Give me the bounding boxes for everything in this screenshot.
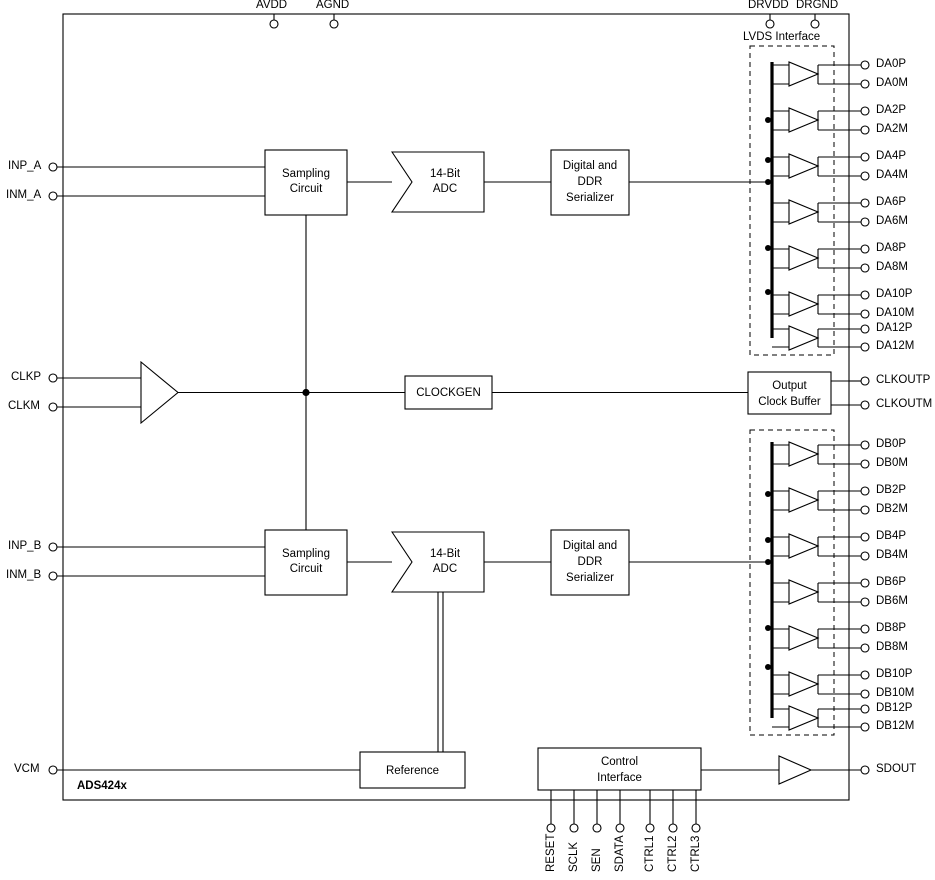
junction-a-5 [765, 289, 771, 295]
block-label-serializer-b-line3: Serializer [566, 572, 614, 584]
pin-clkoutm [861, 401, 869, 409]
label-ctrl3: CTRL3 [690, 835, 702, 872]
block-label-clockgen: CLOCKGEN [416, 387, 481, 399]
pin-da0p [861, 61, 869, 69]
pin-da4m [861, 172, 869, 180]
pin-db10p [861, 671, 869, 679]
pin-avdd [270, 20, 278, 28]
pin-db4p [861, 533, 869, 541]
label-db0m: DB0M [876, 457, 908, 469]
pin-ctrl3 [692, 824, 700, 832]
pin-db12p [861, 705, 869, 713]
label-clkoutp: CLKOUTP [876, 374, 931, 386]
block-label-serializer-a-line1: Digital and [562, 160, 618, 172]
block-label-serializer-b-line1: Digital and [562, 540, 618, 552]
pin-da0m [861, 80, 869, 88]
label-ctrl1: CTRL1 [644, 835, 656, 872]
pin-da10p [861, 291, 869, 299]
block-label-sampling-b-line1: Sampling [282, 548, 330, 560]
label-db2m: DB2M [876, 503, 908, 515]
block-label-control-interface-line2: Interface [597, 772, 642, 784]
label-ctrl2: CTRL2 [667, 835, 679, 872]
pin-db6m [861, 598, 869, 606]
pin-vcm [49, 766, 57, 774]
pin-db0m [861, 460, 869, 468]
label-clkm: CLKM [8, 400, 40, 412]
label-db0p: DB0P [876, 438, 907, 450]
label-vcm: VCM [14, 763, 40, 775]
label-clkoutm: CLKOUTM [876, 398, 933, 410]
label-da2p: DA2P [876, 104, 907, 116]
label-db6m: DB6M [876, 595, 908, 607]
label-db8m: DB8M [876, 641, 908, 653]
label-drgnd: DRGND [796, 0, 839, 11]
label-sdata: SDATA [614, 835, 626, 872]
label-da4p: DA4P [876, 150, 907, 162]
label-inp-b: INP_B [8, 540, 42, 552]
block-label-adc-a-line1: 14-Bit [429, 168, 461, 180]
label-da2m: DA2M [876, 123, 908, 135]
label-db4p: DB4P [876, 530, 907, 542]
pin-inm-a [49, 192, 57, 200]
junction-b-1 [765, 491, 771, 497]
pin-inp-b [49, 543, 57, 551]
pin-sclk [570, 824, 578, 832]
label-avdd: AVDD [256, 0, 288, 11]
pin-drgnd [811, 20, 819, 28]
label-db12p: DB12P [876, 702, 913, 714]
label-reset: RESET [545, 833, 557, 872]
junction-a-2 [765, 157, 771, 163]
junction-a-4 [765, 245, 771, 251]
pin-clkoutp [861, 377, 869, 385]
pin-clkp [49, 374, 57, 382]
pin-db12m [861, 723, 869, 731]
pin-inp-a [49, 163, 57, 171]
label-db2p: DB2P [876, 484, 907, 496]
block-label-sampling-b-line2: Circuit [289, 563, 323, 575]
pin-agnd [330, 20, 338, 28]
label-da10p: DA10P [876, 288, 913, 300]
label-agnd: AGND [316, 0, 350, 11]
label-db10m: DB10M [876, 687, 915, 699]
label-da8p: DA8P [876, 242, 907, 254]
junction-b-3 [765, 559, 771, 565]
label-inp-a: INP_A [8, 160, 42, 172]
block-label-output-clock-buffer-line2: Clock Buffer [758, 396, 821, 408]
pin-db0p [861, 441, 869, 449]
pin-da4p [861, 153, 869, 161]
label-sen: SEN [591, 848, 603, 872]
pin-sen [593, 824, 601, 832]
label-inm-b: INM_B [6, 569, 42, 581]
label-da4m: DA4M [876, 169, 908, 181]
label-lvds-interface: LVDS Interface [743, 31, 821, 43]
pin-ctrl2 [669, 824, 677, 832]
pin-drvdd [766, 20, 774, 28]
junction-b-5 [765, 664, 771, 670]
pin-da8p [861, 245, 869, 253]
pin-sdout [861, 766, 869, 774]
block-label-control-interface-line1: Control [600, 756, 639, 768]
label-db10p: DB10P [876, 668, 913, 680]
block-label-output-clock-buffer-line1: Output [772, 380, 807, 392]
label-db8p: DB8P [876, 622, 907, 634]
pin-clkm [49, 403, 57, 411]
label-drvdd: DRVDD [748, 0, 789, 11]
junction-a-3 [765, 179, 771, 185]
junction-clock-dot [302, 389, 309, 396]
pin-db6p [861, 579, 869, 587]
label-da8m: DA8M [876, 261, 908, 273]
pin-db4m [861, 552, 869, 560]
block-label-adc-a-line2: ADC [432, 183, 458, 195]
label-db4m: DB4M [876, 549, 908, 561]
pin-da2p [861, 107, 869, 115]
label-da0m: DA0M [876, 77, 908, 89]
junction-b-2 [765, 537, 771, 543]
pin-sdata [616, 824, 624, 832]
pin-db10m [861, 690, 869, 698]
label-inm-a: INM_A [6, 189, 42, 201]
label-da12m: DA12M [876, 340, 915, 352]
block-label-serializer-b-line2: DDR [577, 556, 603, 568]
junction-b-4 [765, 625, 771, 631]
label-da6m: DA6M [876, 215, 908, 227]
pin-inm-b [49, 572, 57, 580]
pin-ctrl1 [646, 824, 654, 832]
label-da6p: DA6P [876, 196, 907, 208]
pin-db8m [861, 644, 869, 652]
pin-da12p [861, 325, 869, 333]
block-label-sampling-a-line2: Circuit [289, 183, 323, 195]
pin-da10m [861, 310, 869, 318]
pin-da8m [861, 264, 869, 272]
junction-a-1 [765, 117, 771, 123]
pin-da6m [861, 218, 869, 226]
pin-reset [547, 824, 555, 832]
block-label-reference: Reference [385, 765, 440, 777]
pin-db8p [861, 625, 869, 633]
pin-da12m [861, 343, 869, 351]
device-name: ADS424x [77, 780, 127, 792]
pin-da6p [861, 199, 869, 207]
pin-da2m [861, 126, 869, 134]
label-da0p: DA0P [876, 58, 907, 70]
label-db6p: DB6P [876, 576, 907, 588]
pin-db2m [861, 506, 869, 514]
block-label-serializer-a-line3: Serializer [566, 192, 614, 204]
block-label-adc-b-line1: 14-Bit [429, 548, 461, 560]
label-da10m: DA10M [876, 307, 915, 319]
label-clkp: CLKP [11, 371, 42, 383]
pin-db2p [861, 487, 869, 495]
label-sclk: SCLK [568, 841, 580, 872]
label-da12p: DA12P [876, 322, 913, 334]
block-label-serializer-a-line2: DDR [577, 176, 603, 188]
block-label-adc-b-line2: ADC [432, 563, 458, 575]
block-label-sampling-a-line1: Sampling [282, 168, 330, 180]
label-db12m: DB12M [876, 720, 915, 732]
label-sdout: SDOUT [876, 763, 917, 775]
